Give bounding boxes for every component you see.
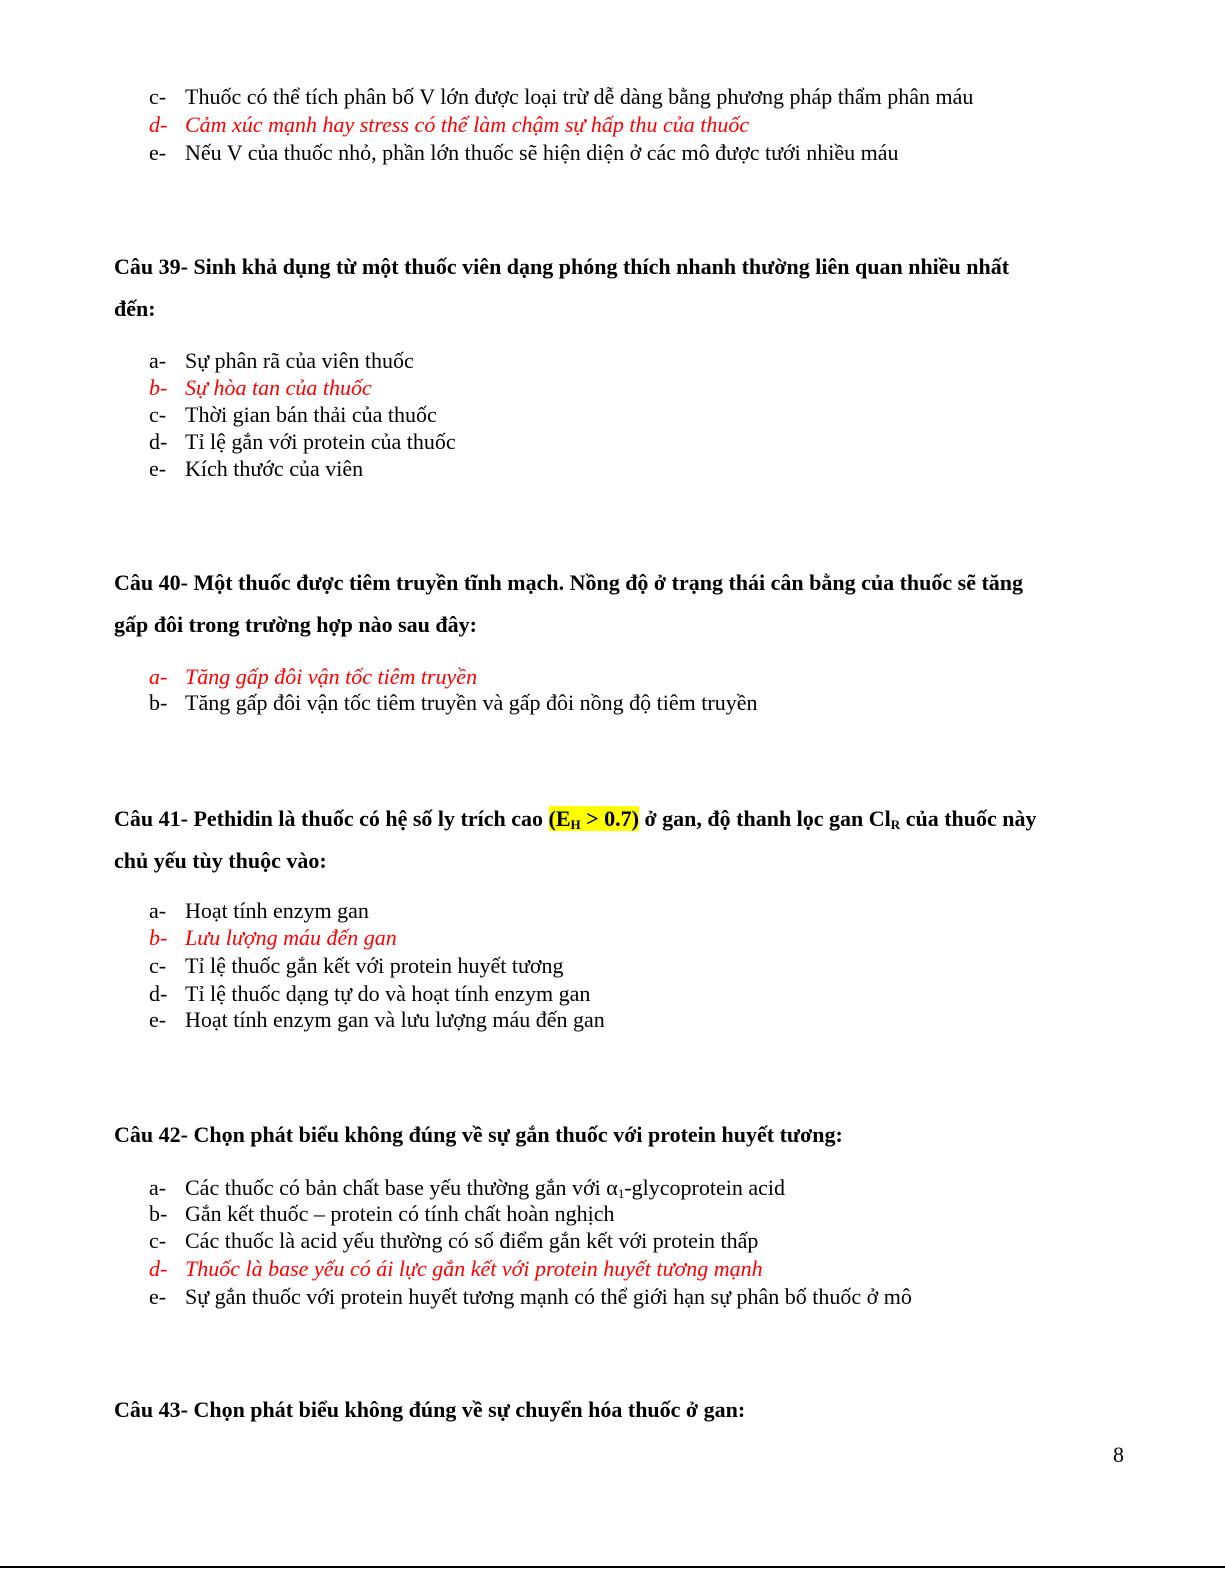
q41-option-a: a- Hoạt tính enzym gan [149, 898, 369, 923]
question-40-line1: Câu 40- Một thuốc được tiêm truyền tĩnh mạch. Nồng độ ở trạng thái cân bằng của thuốc sẽ tăng [114, 570, 1024, 595]
option-c: c- Thuốc có thể tích phân bố V lớn được loại trừ dễ dàng bằng phương pháp thẩm phân máu [149, 84, 974, 109]
q42-option-e: e- Sự gắn thuốc với protein huyết tương mạnh có thể giới hạn sự phân bố thuốc ở mô [149, 1284, 912, 1309]
q41-option-d: d- Tỉ lệ thuốc dạng tự do và hoạt tính enzym gan [149, 981, 591, 1006]
question-40-line2: gấp đôi trong trường hợp nào sau đây: [114, 612, 477, 637]
q41-option-e: e- Hoạt tính enzym gan và lưu lượng máu đến gan [149, 1007, 605, 1032]
question-41-line1: Câu 41- Pethidin là thuốc có hệ số ly trích cao $(E_H > 0.7)$ ở gan, độ thanh lọc gan $Cl_R$ của thuốc này [114, 806, 1037, 832]
q41-option-b-correct: b- Lưu lượng máu đến gan [149, 925, 397, 950]
q40-option-a-correct: a- Tăng gấp đôi vận tốc tiêm truyền [149, 664, 478, 689]
question-41 [114, 798, 1114, 882]
q42-option-a: a- Các thuốc có bản chất base yếu thường gắn với $\alpha_1$-glycoprotein acid [149, 1175, 785, 1201]
question-43-line1: Câu 43- Chọn phát biểu không đúng về sự chuyển hóa thuốc ở gan: [114, 1397, 746, 1422]
q39-option-a: a- Sự phân rã của viên thuốc [149, 348, 414, 373]
q42-option-d-correct: d- Thuốc là base yếu có ái lực gắn kết với protein huyết tương mạnh [149, 1256, 763, 1281]
highlight-eh-value: $(E_H > 0.7)$ [548, 806, 639, 832]
q39-option-d: d- Tỉ lệ gắn với protein của thuốc [149, 429, 456, 454]
question-39 [114, 246, 1114, 330]
q42-option-b: b- Gắn kết thuốc – protein có tính chất hoàn nghịch [149, 1201, 615, 1226]
q40-option-b: b- Tăng gấp đôi vận tốc tiêm truyền và gấp đôi nồng độ tiêm truyền [149, 690, 758, 715]
page-bottom-border [0, 1566, 1225, 1568]
q41-option-c: c- Tỉ lệ thuốc gắn kết với protein huyết tương [149, 953, 564, 978]
question-42-line1: Câu 42- Chọn phát biểu không đúng về sự gắn thuốc với protein huyết tương: [114, 1122, 843, 1147]
question-40 [114, 562, 1114, 646]
q42-option-c: c- Các thuốc là acid yếu thường có số điểm gắn kết với protein thấp [149, 1228, 759, 1253]
question-39-line2: đến: [114, 296, 156, 321]
q39-option-e: e- Kích thước của viên [149, 456, 364, 481]
q39-option-c: c- Thời gian bán thải của thuốc [149, 402, 437, 427]
question-39-line1: Câu 39- Sinh khả dụng từ một thuốc viên dạng phóng thích nhanh thường liên quan nhiều nhất [114, 254, 1010, 279]
page-number: 8 [1113, 1442, 1124, 1467]
question-42 [114, 1114, 1114, 1156]
option-d-correct: d- Cảm xúc mạnh hay stress có thể làm chậm sự hấp thu của thuốc [149, 112, 750, 137]
option-e: e- Nếu V của thuốc nhỏ, phần lớn thuốc sẽ hiện diện ở các mô được tưới nhiều máu [149, 140, 899, 165]
question-41-line2: chủ yếu tùy thuộc vào: [114, 848, 327, 873]
question-43 [114, 1389, 1114, 1431]
q39-option-b-correct: b- Sự hòa tan của thuốc [149, 375, 372, 400]
